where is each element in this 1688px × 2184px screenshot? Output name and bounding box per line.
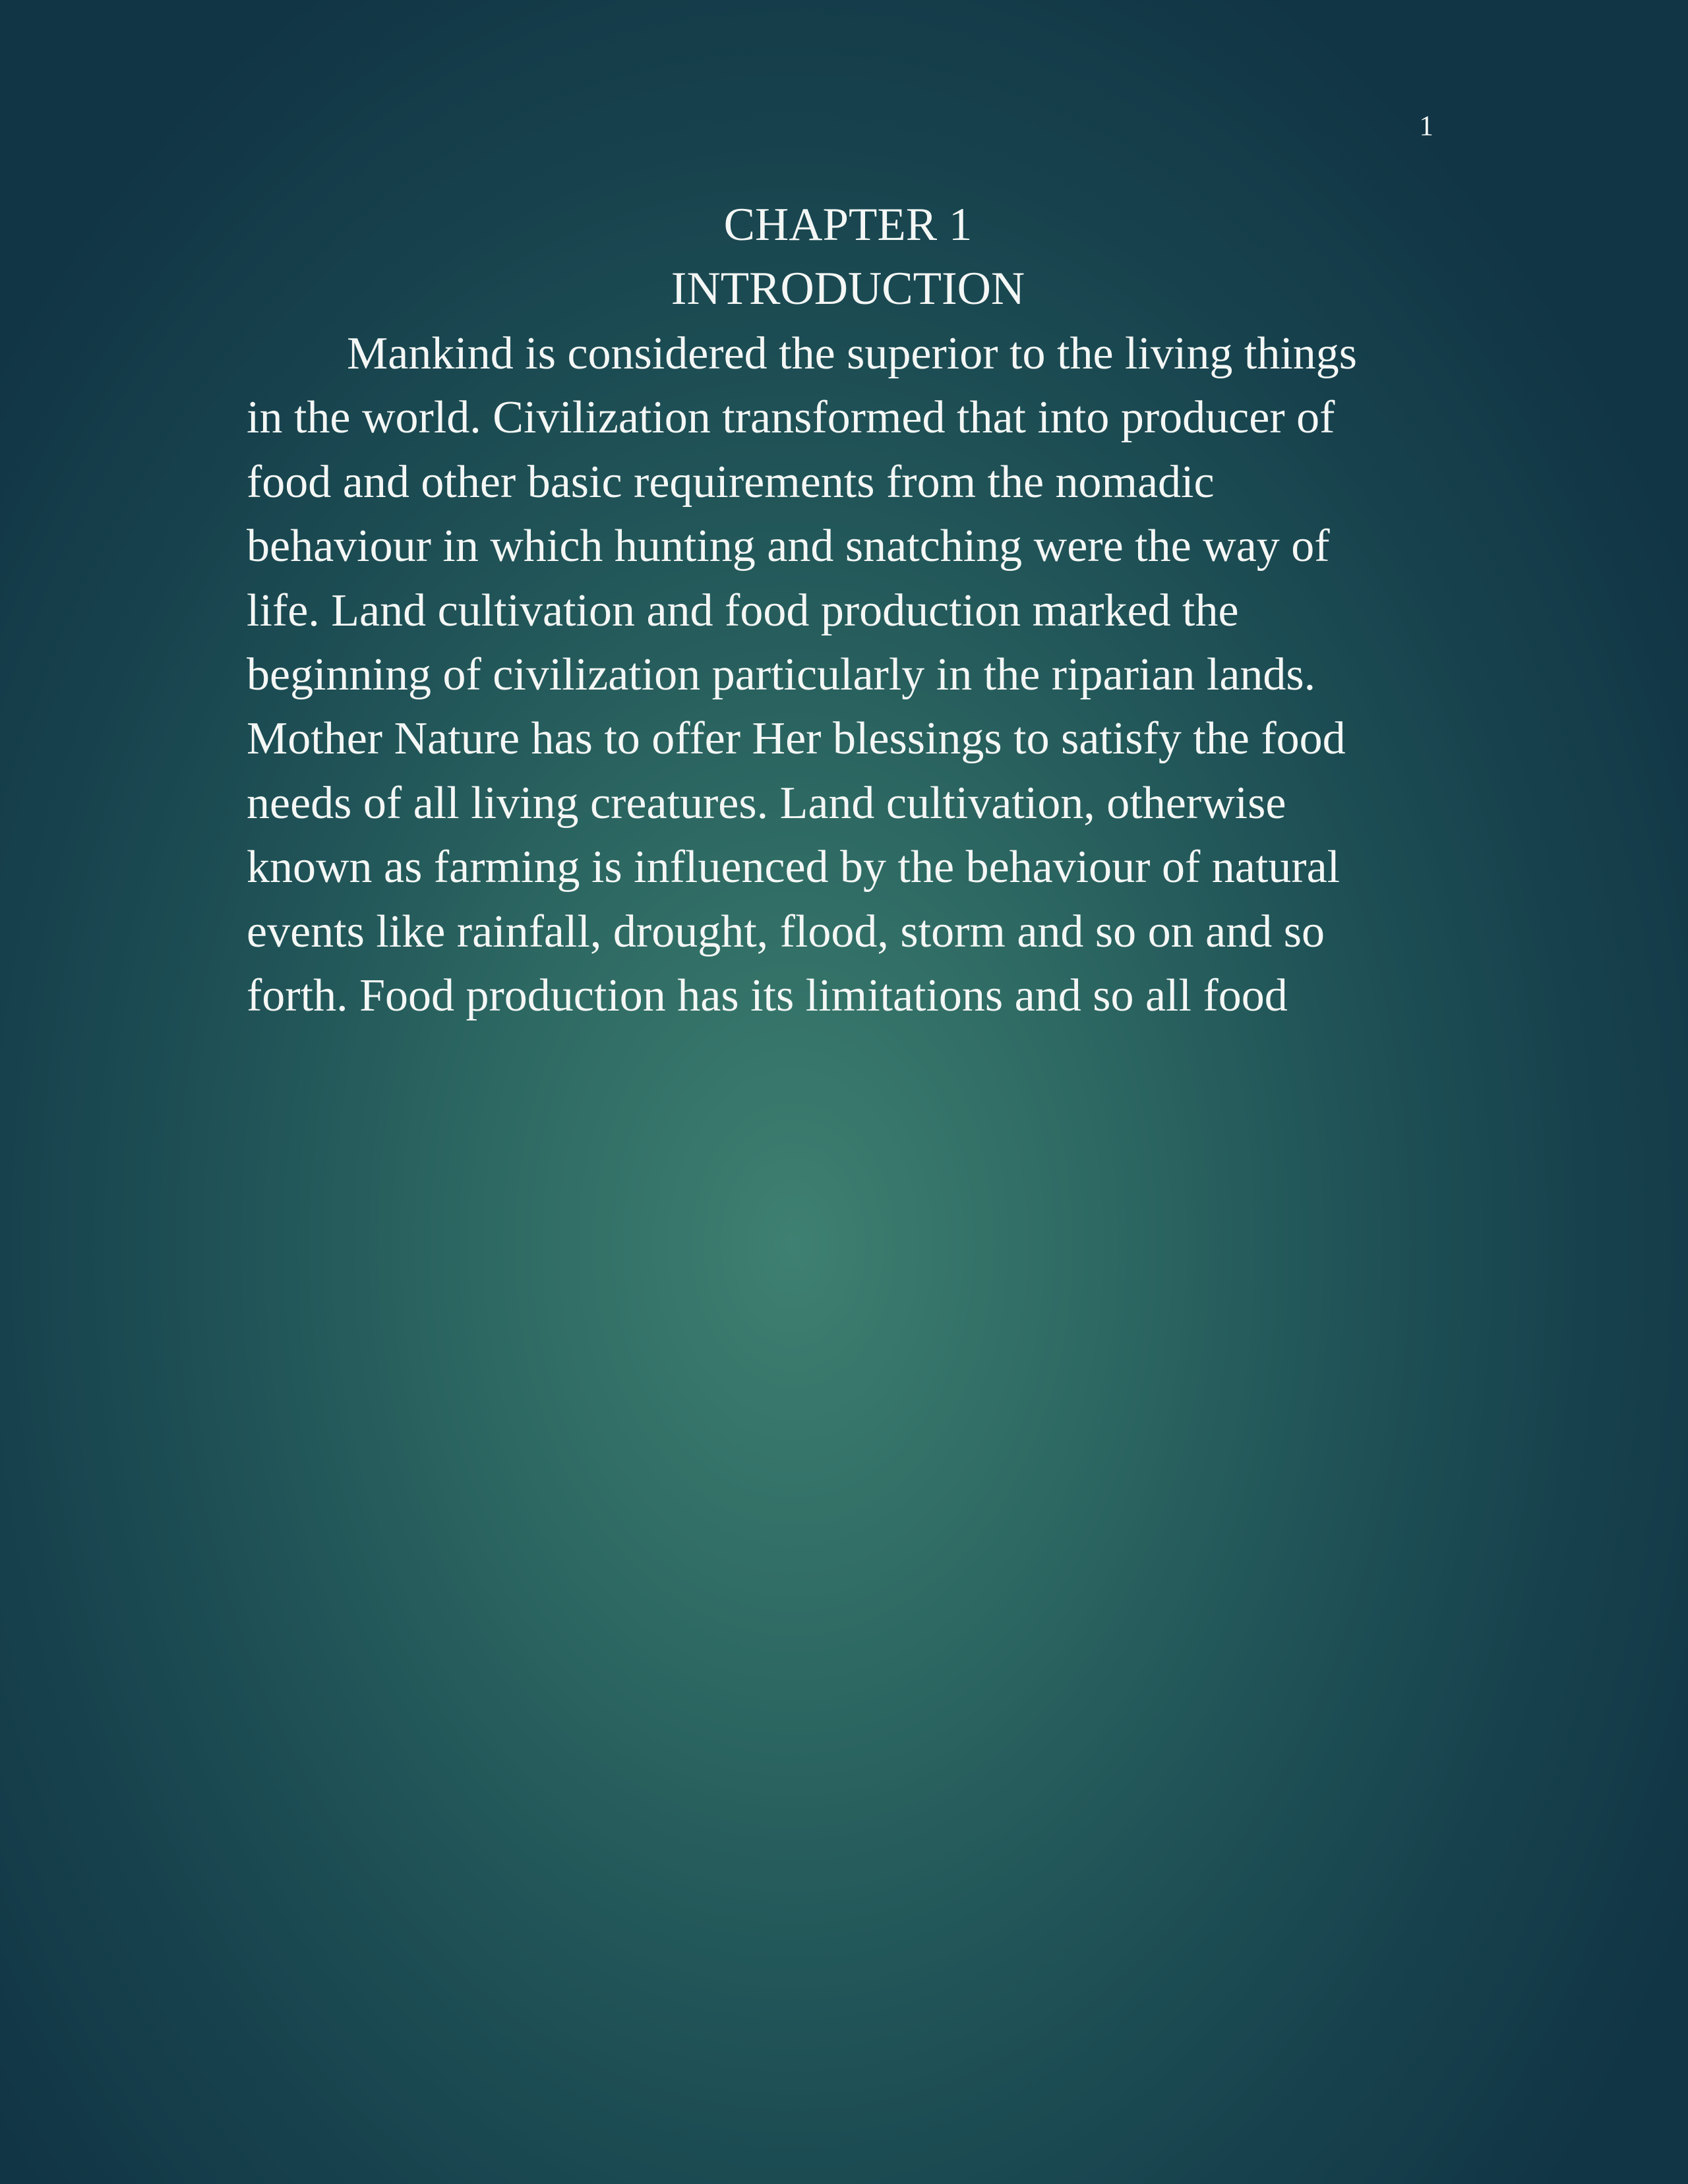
page-number: 1 xyxy=(1419,111,1433,142)
paragraph-line: Mother Nature has to offer Her blessings to satisfy the food xyxy=(247,713,1346,765)
paragraph-line: food and other basic requirements from the nomadic xyxy=(247,456,1215,508)
chapter-title: INTRODUCTION xyxy=(671,263,1025,314)
chapter-heading xyxy=(0,193,1688,321)
paragraph-line: Mankind is considered the superior to the living things xyxy=(347,328,1358,379)
paragraph-line: behaviour in which hunting and snatching were the way of xyxy=(247,521,1330,572)
paragraph-line: events like rainfall, drought, flood, storm and so on and so xyxy=(247,906,1325,957)
paragraph-line: needs of all living creatures. Land cultivation, otherwise xyxy=(247,777,1286,829)
paragraph-line: forth. Food production has its limitations and so all food xyxy=(247,970,1288,1022)
body-paragraph xyxy=(247,322,1433,1028)
paragraph-line: beginning of civilization particularly in the riparian lands. xyxy=(247,649,1316,701)
paragraph-line: known as farming is influenced by the behaviour of natural xyxy=(247,842,1341,893)
chapter-label: CHAPTER 1 xyxy=(723,199,973,251)
paragraph-line: life. Land cultivation and food production marked the xyxy=(247,585,1239,636)
paragraph-line: in the world. Civilization transformed that into producer of xyxy=(247,392,1335,444)
